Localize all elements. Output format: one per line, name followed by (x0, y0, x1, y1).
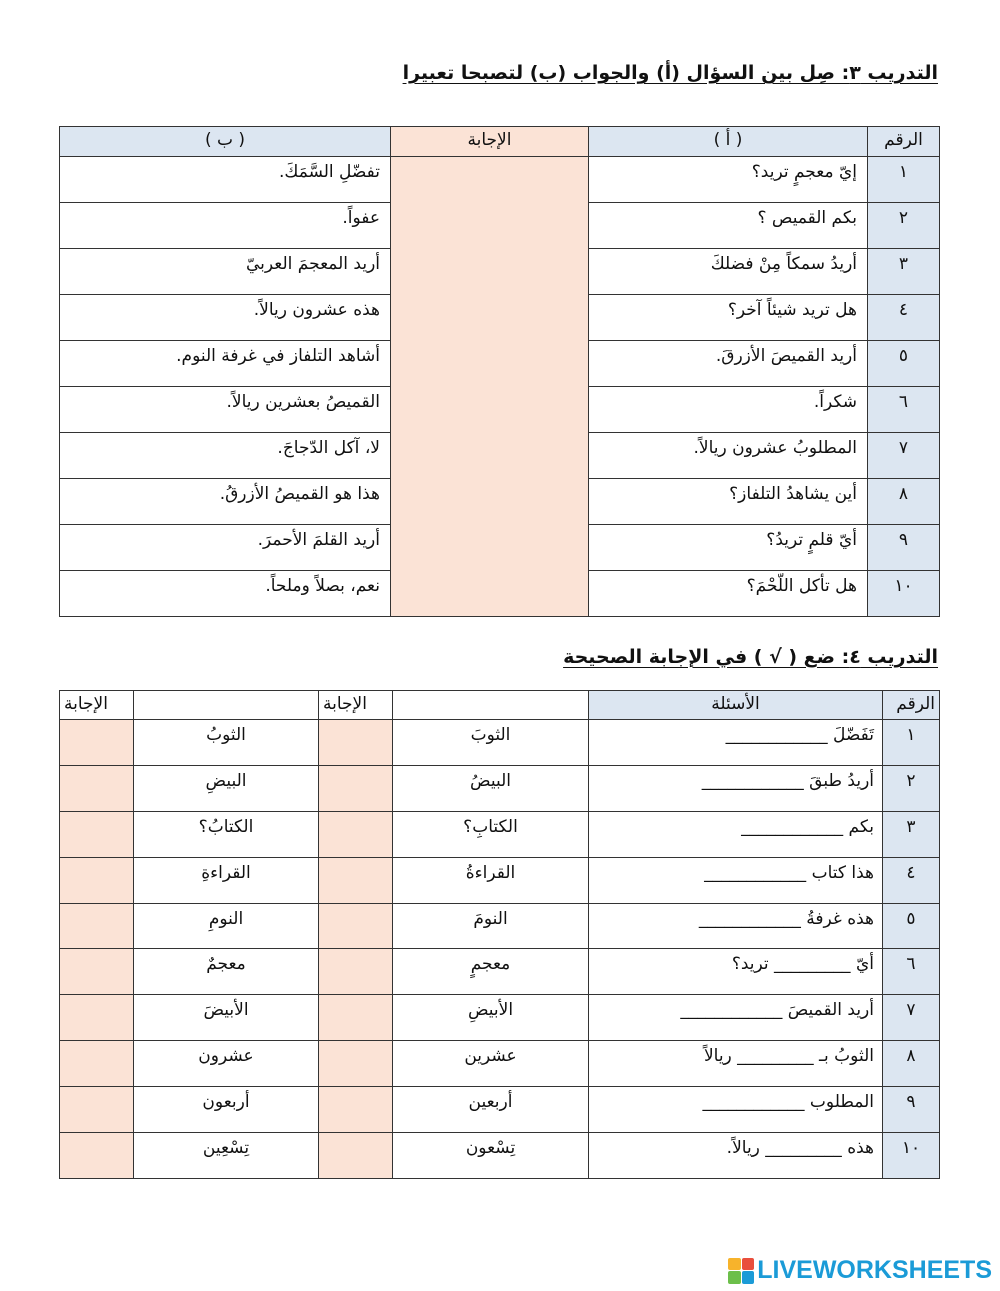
header-number: الرقم (883, 691, 940, 720)
question-cell: أريدُ سمكاً مِنْ فضلكَ (589, 249, 868, 295)
table-row (60, 811, 940, 857)
header-column-b: ( ب ) (60, 127, 391, 157)
header-number: الرقم (868, 127, 940, 157)
answer-box-2[interactable] (60, 857, 134, 903)
answer-option-cell: هذه عشرون ريالاً. (60, 295, 391, 341)
row-number: ٣ (868, 249, 940, 295)
answer-box-1[interactable] (319, 903, 393, 949)
table-row (60, 949, 940, 995)
answer-option-cell: أريد المعجمَ العربيّ (60, 249, 391, 295)
row-number: ٤ (868, 295, 940, 341)
liveworksheets-logo-icon (728, 1258, 754, 1284)
option-1: تِسْعون (393, 1133, 589, 1179)
row-number: ٦ (883, 949, 940, 995)
option-1: البيضُ (393, 765, 589, 811)
question-cell: هذه _________ ريالاً. (589, 1133, 883, 1179)
table-row (60, 1133, 940, 1179)
answer-option-cell: أريد القلمَ الأحمرَ. (60, 525, 391, 571)
option-2: الأبيضَ (134, 995, 319, 1041)
option-1: الثوبَ (393, 720, 589, 766)
row-number: ٧ (883, 995, 940, 1041)
answer-box-1[interactable] (319, 765, 393, 811)
answer-box-1[interactable] (319, 811, 393, 857)
option-2: البيضِ (134, 765, 319, 811)
table-row (60, 720, 940, 766)
option-2: النومِ (134, 903, 319, 949)
answer-option-cell: نعم، بصلاً وملحاً. (60, 571, 391, 617)
answer-box-2[interactable] (60, 1087, 134, 1133)
row-number: ٢ (883, 765, 940, 811)
answer-box-1[interactable] (319, 1133, 393, 1179)
row-number: ٥ (868, 341, 940, 387)
question-cell: تَفَضّلَ ____________ (589, 720, 883, 766)
table-row (60, 157, 940, 203)
row-number: ٤ (883, 857, 940, 903)
table-row (60, 765, 940, 811)
answer-box-1[interactable] (319, 720, 393, 766)
option-1: القراءةُ (393, 857, 589, 903)
option-1: الأبيضِ (393, 995, 589, 1041)
option-2: معجمٌ (134, 949, 319, 995)
row-number: ٨ (868, 479, 940, 525)
answer-option-cell: تفضّلِ السَّمَكَ. (60, 157, 391, 203)
option-2: الكتابُ؟ (134, 811, 319, 857)
exercise4-title: التدريب ٤: ضع ( √ ) في الإجابة الصحيحة (563, 646, 938, 668)
answer-box-1[interactable] (319, 1041, 393, 1087)
table-row (60, 857, 940, 903)
option-1: النومَ (393, 903, 589, 949)
row-number: ٣ (883, 811, 940, 857)
option-1: أربعين (393, 1087, 589, 1133)
answer-box-2[interactable] (60, 903, 134, 949)
answer-box-1[interactable] (319, 949, 393, 995)
row-number: ٥ (883, 903, 940, 949)
matching-table (59, 126, 940, 617)
row-number: ٧ (868, 433, 940, 479)
question-cell: المطلوب ____________ (589, 1087, 883, 1133)
row-number: ٢ (868, 203, 940, 249)
question-cell: شكراً. (589, 387, 868, 433)
option-2: الثوبُ (134, 720, 319, 766)
question-cell: هل تأكل اللّحْمَ؟ (589, 571, 868, 617)
header-blank (393, 691, 589, 720)
answer-option-cell: عفواً. (60, 203, 391, 249)
question-cell: أريد القميصَ الأزرقَ. (589, 341, 868, 387)
table-row (60, 1087, 940, 1133)
question-cell: أيّ قلمٍ تريدُ؟ (589, 525, 868, 571)
row-number: ٩ (883, 1087, 940, 1133)
row-number: ١٠ (868, 571, 940, 617)
option-1: الكتابِ؟ (393, 811, 589, 857)
option-2: أربعون (134, 1087, 319, 1133)
question-cell: هذه غرفةُ ____________ (589, 903, 883, 949)
table-row (60, 903, 940, 949)
answer-box-1[interactable] (319, 1087, 393, 1133)
answer-box-2[interactable] (60, 720, 134, 766)
option-2: عشرون (134, 1041, 319, 1087)
answer-box-2[interactable] (60, 1041, 134, 1087)
answer-option-cell: هذا هو القميصُ الأزرقُ. (60, 479, 391, 525)
row-number: ٩ (868, 525, 940, 571)
logo-text: LIVEWORKSHEETS (757, 1256, 992, 1284)
answer-box-1[interactable] (319, 857, 393, 903)
answer-box-1[interactable] (319, 995, 393, 1041)
question-cell: إيّ معجمٍ تريد؟ (589, 157, 868, 203)
header-column-a: ( أ ) (589, 127, 868, 157)
table-row (60, 995, 940, 1041)
row-number: ٦ (868, 387, 940, 433)
table-row (60, 1041, 940, 1087)
multiple-choice-table (59, 690, 940, 1179)
header-questions: الأسئلة (589, 691, 883, 720)
option-2: تِسْعِين (134, 1133, 319, 1179)
answer-area[interactable] (391, 157, 589, 617)
question-cell: أريد القميصَ ____________ (589, 995, 883, 1041)
exercise3-title: التدريب ٣: صِل بين السؤال (أ) والجواب (ب) لتصبحا تعبيرا (402, 62, 938, 84)
answer-option-cell: أشاهد التلفاز في غرفة النوم. (60, 341, 391, 387)
question-cell: أين يشاهدُ التلفاز؟ (589, 479, 868, 525)
question-cell: أيّ _________ تريد؟ (589, 949, 883, 995)
question-cell: أريدُ طبقَ ____________ (589, 765, 883, 811)
row-number: ١ (868, 157, 940, 203)
header-answer-2: الإجابة (60, 691, 134, 720)
option-1: معجمٍ (393, 949, 589, 995)
question-cell: بكم ____________ (589, 811, 883, 857)
answer-option-cell: القميصُ بعشرين ريالاً. (60, 387, 391, 433)
question-cell: هل تريد شيئاً آخر؟ (589, 295, 868, 341)
answer-box-2[interactable] (60, 765, 134, 811)
answer-box-2[interactable] (60, 1133, 134, 1179)
option-1: عشرين (393, 1041, 589, 1087)
answer-option-cell: لا، آكل الدّجاجَ. (60, 433, 391, 479)
header-answer-1: الإجابة (319, 691, 393, 720)
answer-box-2[interactable] (60, 811, 134, 857)
header-blank (134, 691, 319, 720)
row-number: ١٠ (883, 1133, 940, 1179)
row-number: ٨ (883, 1041, 940, 1087)
question-cell: بكم القميص ؟ (589, 203, 868, 249)
question-cell: هذا كتاب ____________ (589, 857, 883, 903)
question-cell: المطلوبُ عشرون ريالاً. (589, 433, 868, 479)
header-answer: الإجابة (391, 127, 589, 157)
answer-box-2[interactable] (60, 949, 134, 995)
option-2: القراءةِ (134, 857, 319, 903)
question-cell: الثوبُ بـ _________ ريالاً (589, 1041, 883, 1087)
answer-box-2[interactable] (60, 995, 134, 1041)
liveworksheets-logo (728, 1256, 992, 1285)
row-number: ١ (883, 720, 940, 766)
